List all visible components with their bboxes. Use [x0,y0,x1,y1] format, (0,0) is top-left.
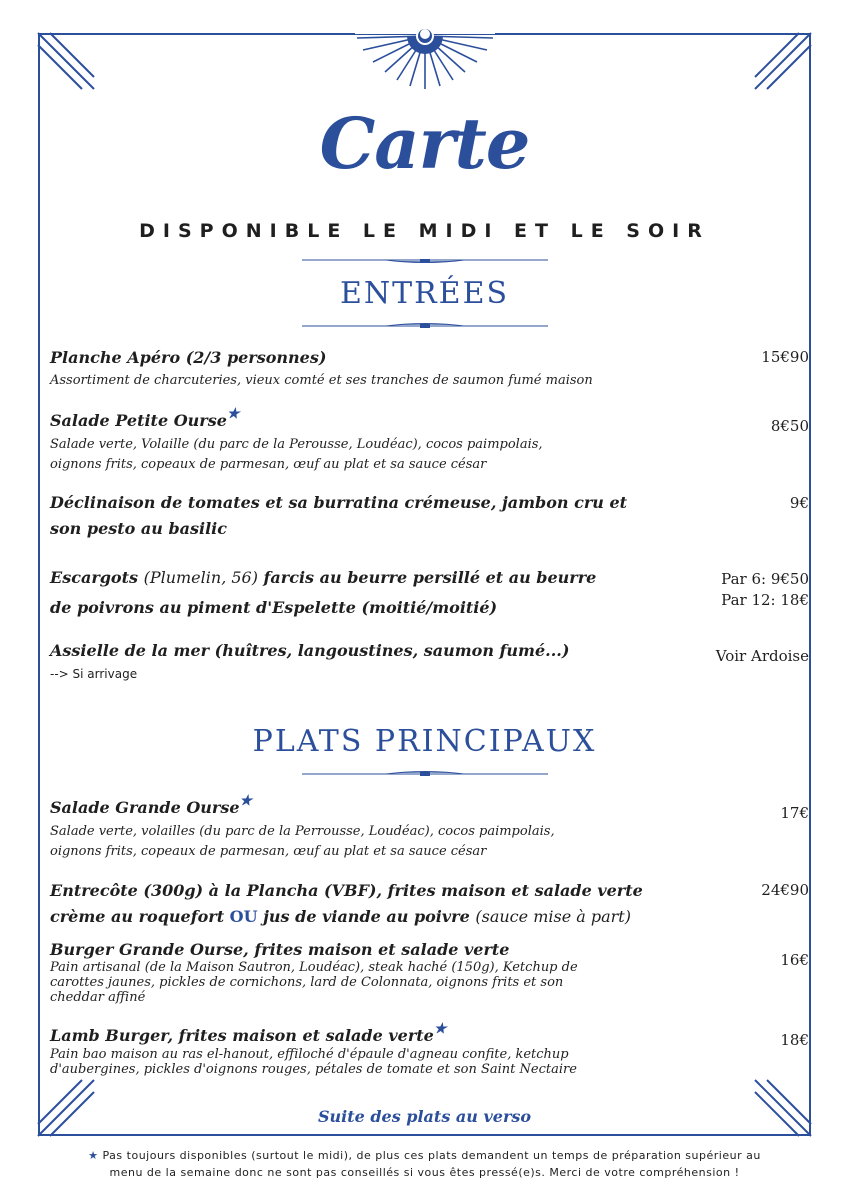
item-price: 9€ [789,494,809,512]
item-price: 8€50 [770,417,809,435]
corner-ornament-top-right [753,31,813,91]
footnote-line: menu de la semaine donc ne sont pas conseillés si vous êtes pressé(e)s. Merci de votre compréhension ! [109,1166,740,1179]
menu-item [50,940,750,1005]
item-description: d'aubergines, pickles d'oignons rouges, pétales de tomate et son Saint Nectaire [50,1062,577,1077]
section-title-plats: PLATS PRINCIPAUX [252,724,597,759]
item-price: Par 6: 9€50 [721,570,809,588]
item-name: Lamb Burger, frites maison et salade verte [50,1026,434,1045]
menu-item [50,795,750,862]
item-description: Pain artisanal (de la Maison Sautron, Loudéac), steak haché (150g), Ketchup de [50,960,578,975]
item-price: 16€ [780,951,809,969]
menu-item [50,1021,750,1077]
item-price: 15€90 [761,348,809,366]
item-note: (sauce mise à part) [475,907,631,926]
divider-ornament [302,256,548,272]
item-name: Assielle de la mer (huîtres, langoustines, saumon fumé...) [50,641,570,660]
item-description: cheddar affiné [50,990,146,1005]
item-name: Burger Grande Ourse, frites maison et salade verte [50,940,510,959]
item-description: Salade verte, Volaille (du parc de la Perousse, Loudéac), cocos paimpolais, [50,437,543,452]
item-description: oignons frits, copeaux de parmesan, œuf au plat et sa sauce césar [50,457,487,472]
footnote [20,1147,829,1181]
item-description: oignons frits, copeaux de parmesan, œuf au plat et sa sauce césar [50,844,487,859]
menu-item [50,565,710,621]
item-price: Voir Ardoise [715,647,809,665]
corner-ornament-top-left [36,31,96,91]
item-price: Par 12: 18€ [721,591,809,609]
item-price: 18€ [780,1031,809,1049]
item-origin: (Plumelin, 56) [143,568,258,587]
item-name: Escargots [50,568,138,587]
star-icon: ★ [88,1149,99,1162]
star-icon: ★ [239,793,253,809]
item-price: 17€ [780,804,809,822]
item-name: crème au roquefort [50,907,225,926]
page-subtitle: DISPONIBLE LE MIDI ET LE SOIR [139,220,710,242]
item-name: Déclinaison de tomates et sa burratina crémeuse, jambon cru et [50,493,628,512]
menu-item [50,638,690,684]
item-description: --> Si arrivage [50,667,138,681]
item-name: de poivrons au piment d'Espelette (moitié/moitié) [50,598,498,617]
item-option-or: OU [229,907,258,926]
item-name: jus de viande au poivre [263,907,470,926]
item-price: 24€90 [761,881,809,899]
menu-item [50,878,740,930]
item-description: carottes jaunes, pickles de cornichons, lard de Colonnata, oignons frits et son [50,975,564,990]
menu-item [50,490,750,542]
menu-item [50,345,750,391]
item-name: Planche Apéro (2/3 personnes) [50,348,327,367]
star-icon: ★ [226,406,240,422]
item-name: son pesto au basilic [50,519,227,538]
page-title: Carte [319,102,530,185]
item-name: farcis au beurre persillé et au beurre [263,568,597,587]
item-description: Assortiment de charcuteries, vieux comté et ses tranches de saumon fumé maison [50,373,593,388]
item-description: Salade verte, volailles (du parc de la Perrousse, Loudéac), cocos paimpolais, [50,824,555,839]
continued-note: Suite des plats au verso [317,1107,532,1126]
menu-item [50,408,750,475]
section-title-entrees: ENTRÉES [339,276,510,311]
divider-ornament [302,318,548,334]
sunburst-ornament [355,22,495,92]
item-description: Pain bao maison au ras el-hanout, effiloché d'épaule d'agneau confite, ketchup [50,1047,569,1062]
item-name: Salade Grande Ourse [50,798,240,817]
divider-ornament [302,766,548,782]
footnote-line: Pas toujours disponibles (surtout le midi), de plus ces plats demandent un temps de préparation supérieur au [102,1149,761,1162]
item-name: Salade Petite Ourse [50,411,227,430]
item-name: Entrecôte (300g) à la Plancha (VBF), frites maison et salade verte [50,881,643,900]
star-icon: ★ [433,1021,447,1037]
